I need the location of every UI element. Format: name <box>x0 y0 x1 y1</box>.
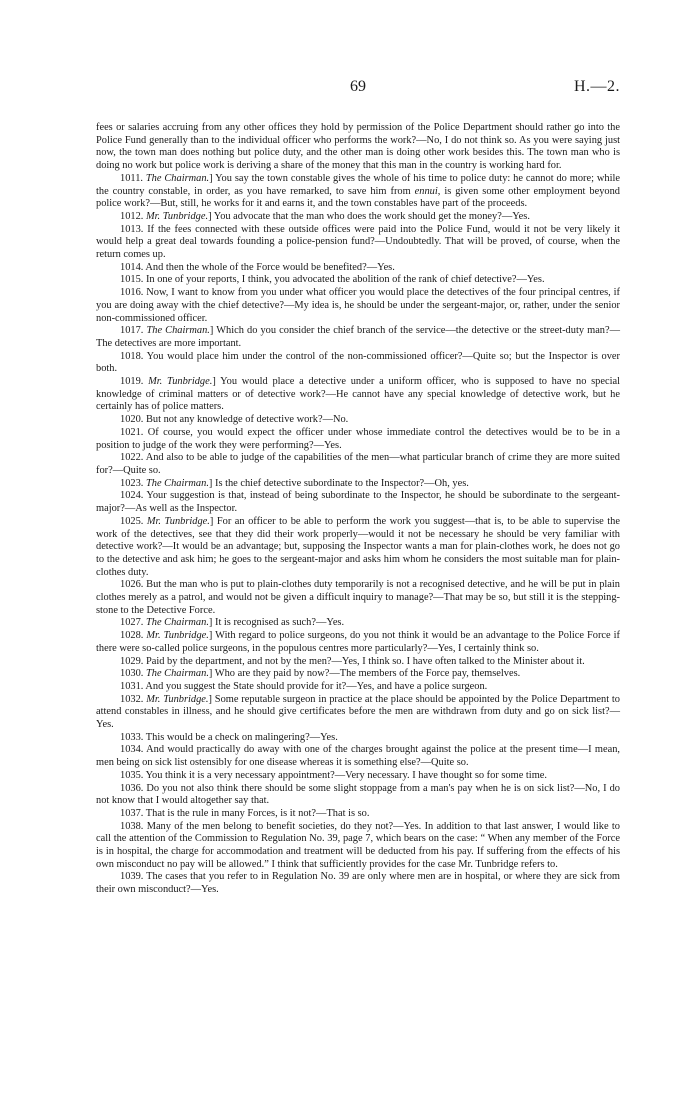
italic-text: Mr. Tunbridge. <box>145 210 209 222</box>
text-segment: 1029. Paid by the department, and not by the men?—Yes, I think so. I have often talked to the Minister about it. <box>120 655 585 667</box>
text-segment: 1030. <box>120 668 146 680</box>
text-segment: ] Which do you consider the chief branch of the service—the detective or the street-duty man?—The detectives are more important. <box>96 325 620 349</box>
text-segment: 1021. Of course, you would expect the officer under whose immediate control the detectives would be to be in a position to judge of the work they were performing?—Yes. <box>96 426 620 451</box>
text-segment: 1017. <box>120 325 147 337</box>
paragraph <box>96 744 620 769</box>
text-segment: ] You say the town constable gives the whole of his time to police duty: he cannot do more; while the country constable, in order, as you have remarked, to save him from <box>96 172 620 197</box>
paragraph <box>96 211 620 224</box>
text-segment: ] Is the chief detective subordinate to the Inspector?—Oh, yes. <box>208 477 469 489</box>
italic-text: The Chairman. <box>146 325 210 337</box>
paragraph <box>96 871 620 896</box>
paragraph <box>96 274 620 287</box>
text-segment: 1023. <box>120 477 146 489</box>
italic-text: The Chairman. <box>145 617 209 629</box>
italic-text: Mr. Tunbridge. <box>146 515 210 527</box>
paragraph <box>96 770 620 783</box>
text-segment: 1015. In one of your reports, I think, you advocated the abolition of the rank of chief detective?—Yes. <box>120 274 545 286</box>
paragraph <box>96 516 620 580</box>
text-segment: 1036. Do you not also think there should be some slight stoppage from a man's pay when he is on sick list?—No, I do not know that I would altogether say that. <box>96 782 620 807</box>
text-segment: 1016. Now, I want to know from you under what officer you would place the detectives of the four principal centres, if you are doing away with the chief detective?—My idea is, he should be under the sergeant-major, or, rather, under the senior non-commissioned officer. <box>96 287 620 324</box>
text-segment: 1039. The cases that you refer to in Regulation No. 39 are only where men are in hospital, or where they are sick from their own misconduct?—Yes. <box>96 871 620 896</box>
text-segment: ] It is recognised as such?—Yes. <box>208 617 345 629</box>
paragraph <box>96 122 620 173</box>
paragraph <box>96 414 620 427</box>
text-segment: 1024. Your suggestion is that, instead of being subordinate to the Inspector, he should be subordinate to the sergeant-major?—As well as the Inspector. <box>96 490 620 515</box>
text-segment: 1038. Many of the men belong to benefit societies, do they not?—Yes. In addition to that last answer, I would like to call the attention of the Commission to Regulation No. 39, page 7, which bears on the case: “ When any member of the Force is in hospital, the charge for accommodation and treatment will be deducted from his pay. If suffering from the effects of his own misconduct no pay will be allowed.” I think that sufficiently provides for the case Mr. Tunbridge refers to. <box>96 820 620 870</box>
italic-text: The Chairman. <box>145 172 210 184</box>
italic-text: Mr. Tunbridge. <box>146 693 209 705</box>
paragraph <box>96 287 620 325</box>
paragraph <box>96 173 620 211</box>
page-header <box>96 78 620 100</box>
italic-text: ennui <box>414 185 438 197</box>
text-segment: 1034. And would practically do away with one of the charges brought against the police at the present time—I mean, men being on sick list ostensibly for one disease whereas it is something else?—Quite so. <box>96 744 620 769</box>
text-segment: 1035. You think it is a very necessary appointment?—Very necessary. I have thought so for some time. <box>120 769 547 781</box>
text-segment: , is given some other employment beyond police work?—But, still, he works for it and earns it, and the town constables have part of the proceeds. <box>96 185 620 210</box>
body-text <box>96 122 620 897</box>
text-segment: 1012. <box>120 210 146 222</box>
paragraph <box>96 579 620 617</box>
page-number: 69 <box>350 78 366 95</box>
italic-text: The Chairman. <box>145 477 209 489</box>
paragraph <box>96 224 620 262</box>
text-segment: fees or salaries accruing from any other offices they hold by permission of the Police Department should rather go into the Police Fund generally than to the individual officer who performs the work?—No, I do not think so. As you were saying just now, the town man does nothing but police duty, and the other man is doing other work besides this. The town man who is doing no work but police work is deriving a share of the money that this man in the country is working hard for. <box>96 122 620 172</box>
paragraph <box>96 262 620 275</box>
paragraph <box>96 656 620 669</box>
text-segment: 1031. And you suggest the State should provide for it?—Yes, and have a police surgeon. <box>120 680 488 692</box>
text-segment: 1032. <box>120 693 147 705</box>
paragraph <box>96 681 620 694</box>
paragraph <box>96 478 620 491</box>
paragraph <box>96 630 620 655</box>
text-segment: 1018. You would place him under the control of the non-commissioned officer?—Quite so; but the Inspector is over both. <box>96 350 620 375</box>
text-segment: 1011. <box>120 172 146 184</box>
text-segment: 1026. But the man who is put to plain-clothes duty temporarily is not a recognised detective, and he will be put in plain clothes merely as a patrol, and would not be given a difficult inquiry to manage?—That may be so, but still it is the stepping-stone to the Detective Force. <box>96 579 620 616</box>
text-segment: 1022. And also to be able to judge of the capabilities of the men—what particular branch of crime they are more suited for?—Quite so. <box>96 452 620 476</box>
text-segment: 1028. <box>120 630 147 642</box>
text-segment: 1014. And then the whole of the Force would be benefited?—Yes. <box>120 261 395 273</box>
document-reference: H.—2. <box>573 78 620 95</box>
paragraph <box>96 452 620 477</box>
text-segment: 1037. That is the rule in many Forces, is it not?—That is so. <box>120 807 370 819</box>
text-segment: 1027. <box>120 617 146 629</box>
paragraph <box>96 783 620 808</box>
italic-text: The Chairman. <box>145 668 209 680</box>
text-segment: 1025. <box>120 515 147 527</box>
text-segment: 1013. If the fees connected with these outside offices were paid into the Police Fund, would it not be very likely it would help a great deal towards founding a police-pension fund?—Undoubtedly. That will be proved, of course, when the return comes up. <box>96 223 620 261</box>
italic-text: Mr. Tunbridge. <box>148 376 213 388</box>
text-segment: ] You would place a detective under a uniform officer, who is supposed to have no special knowledge of criminal matters or of detective work?—He cannot have any special knowledge of detective work, but he certainly has of police matters. <box>96 376 620 413</box>
paragraph <box>96 808 620 821</box>
paragraph <box>96 668 620 681</box>
paragraph <box>96 490 620 515</box>
paragraph <box>96 325 620 350</box>
italic-text: Mr. Tunbridge. <box>146 630 209 642</box>
paragraph <box>96 376 620 414</box>
text-segment: ] Some reputable surgeon in practice at the place should be appointed by the Police Department to attend constables in illness, and he should give certificates before the men are withdrawn from duty and go on sick list?—Yes. <box>96 693 620 731</box>
text-segment: 1033. This would be a check on malingering?—Yes. <box>120 731 338 743</box>
paragraph <box>96 617 620 630</box>
paragraph <box>96 351 620 376</box>
paragraph <box>96 694 620 732</box>
paragraph <box>96 821 620 872</box>
paragraph <box>96 427 620 452</box>
paragraph <box>96 732 620 745</box>
text-segment: 1019. <box>120 376 149 388</box>
text-segment: ] You advocate that the man who does the work should get the money?—Yes. <box>208 210 530 222</box>
text-segment: 1020. But not any knowledge of detective work?—No. <box>120 414 349 426</box>
text-segment: ] For an officer to be able to perform the work you suggest—that is, to be able to supervise the work of the detectives, see that they did their work properly—would it not be necessary he should be very familiar with detective work?—It would be an advantage; but, supposing the Inspector wants a man for plain-clothes work, he does not go to the detective and ask him; he goes to the sergeant-major and asks him whom he considers the most suitable man for plain-clothes duty. <box>96 515 620 578</box>
text-segment: ] Who are they paid by now?—The members of the Force pay, themselves. <box>208 668 521 680</box>
text-segment: ] With regard to police surgeons, do you not think it would be an advantage to the Police Force if there were so-called police surgeons, in the populous centres more particularly?—Yes, I certainly think so. <box>96 630 620 654</box>
